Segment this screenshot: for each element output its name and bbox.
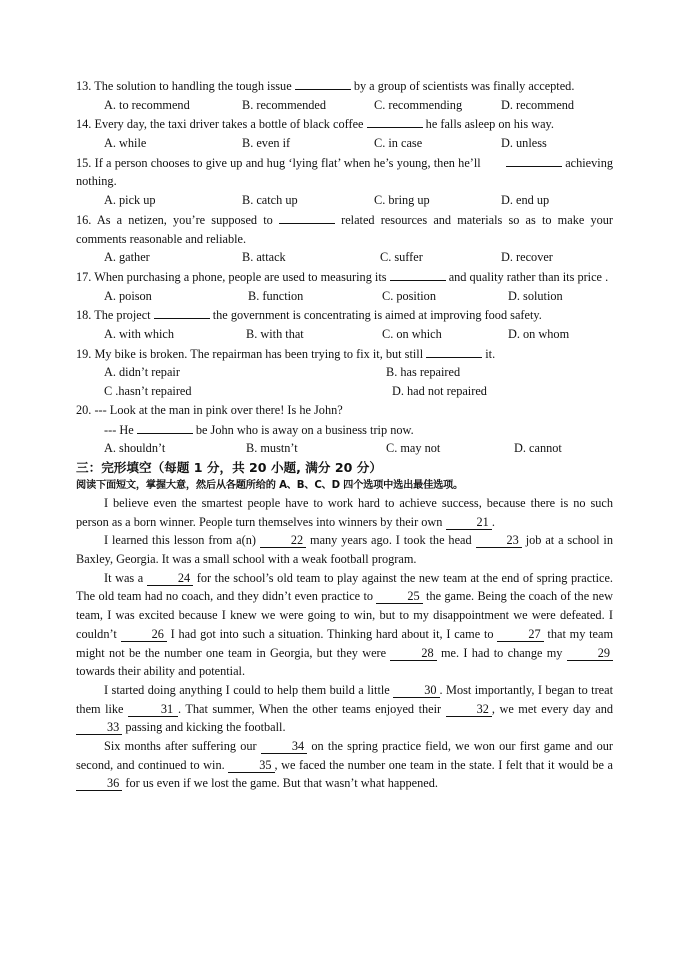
cloze-blank-21[interactable]: 21 — [446, 515, 492, 530]
answer-blank[interactable] — [279, 210, 335, 224]
options-row — [76, 439, 613, 458]
passage-text: that my team might not be the number one team in Georgia, but they were — [76, 626, 614, 660]
option-d[interactable]: D. had not repaired — [392, 384, 487, 399]
question-14 — [76, 114, 613, 134]
option-b[interactable]: B. even if — [242, 136, 291, 151]
exam-page — [76, 76, 613, 793]
options-row — [76, 96, 613, 115]
question-stem: The solution to handling the tough issue — [94, 79, 292, 93]
passage-text: job at a school in Baxley, Georgia. It was a small school with a weak football program. — [76, 533, 613, 567]
option-c[interactable]: C. suffer — [380, 250, 423, 265]
question-stem: My bike is broken. The repairman has been trying to fix it, but still — [94, 346, 424, 361]
question-stem-end: be John who is away on a business trip now. — [195, 422, 414, 437]
passage-text: many years ago. I took the head — [310, 533, 472, 548]
cloze-blank-27[interactable]: 27 — [497, 627, 543, 642]
question-stem: When purchasing a phone, people are used to measuring its — [94, 269, 387, 284]
question-stem-end: related resources and materials so as to make your comments reasonable and reliable. — [76, 212, 613, 246]
option-b[interactable]: B. has repaired — [386, 365, 461, 380]
answer-blank[interactable] — [367, 114, 423, 128]
question-number: 20. — [76, 402, 92, 417]
passage-text: It was a — [104, 570, 144, 585]
option-a[interactable]: A. didn’t repair — [104, 365, 180, 380]
option-a[interactable]: A. gather — [104, 250, 150, 265]
question-number: 17. — [76, 269, 92, 284]
passage-text: I learned this lesson from a(n) — [104, 533, 256, 548]
cloze-blank-23[interactable]: 23 — [476, 533, 522, 548]
question-17 — [76, 267, 613, 287]
question-number: 15. — [76, 155, 92, 170]
question-number: 18. — [76, 308, 92, 323]
option-a[interactable]: A. shouldn’t — [104, 441, 166, 456]
option-c[interactable]: C. bring up — [374, 193, 430, 208]
passage-text: for the school’s old team to play against the new team at the end of spring practice. The old team had no coach, and they didn’t even practice to — [76, 570, 613, 604]
answer-blank[interactable] — [295, 76, 351, 90]
question-stem-end: the government is concentrating is aimed at improving food safety. — [212, 308, 542, 323]
passage-text: . — [491, 514, 495, 529]
passage-text: the game. Being the coach of the new team, I was excited because I knew we were going to win, but to my disappointment we were defeated. I couldn’t — [76, 589, 613, 641]
section-title: 三：完形填空（每题 1 分，共 20 小题, 满分 20 分） — [76, 459, 382, 475]
question-stem: --- Look at the man in pink over there! Is he John? — [94, 402, 343, 417]
question-stem: If a person chooses to give up and hug ‘lying flat’ when he’s young, then he’ll — [94, 155, 481, 170]
answer-blank[interactable] — [154, 305, 210, 319]
cloze-blank-26[interactable]: 26 — [121, 627, 167, 642]
question-stem: Every day, the taxi driver takes a bottle of black coffee — [94, 117, 364, 132]
passage-paragraph-2 — [76, 531, 613, 568]
answer-blank[interactable] — [390, 267, 446, 281]
answer-blank[interactable] — [506, 153, 562, 167]
question-stem: The project — [94, 308, 151, 323]
passage-text: for us even if we lost the game. But that wasn’t what happened. — [125, 776, 438, 791]
cloze-blank-24[interactable]: 24 — [147, 571, 193, 586]
question-number: 13. — [76, 79, 92, 93]
answer-blank[interactable] — [137, 420, 193, 434]
cloze-blank-28[interactable]: 28 — [390, 646, 436, 661]
passage-paragraph-3 — [76, 569, 613, 681]
option-d[interactable]: D. recover — [501, 250, 553, 265]
options-row — [76, 287, 613, 306]
passage-text: passing and kicking the football. — [125, 720, 286, 735]
passage-text: I started doing anything I could to help them build a little — [104, 682, 390, 697]
question-20 — [76, 401, 613, 420]
question-stem-end: it. — [485, 346, 496, 361]
option-d[interactable]: D. cannot — [514, 441, 562, 456]
question-number: 16. — [76, 212, 92, 227]
cloze-blank-33[interactable]: 33 — [76, 720, 122, 735]
passage-text: . Most importantly, I began to treat them like — [76, 682, 614, 716]
question-15 — [76, 153, 613, 191]
passage-text: me. I had to change my — [440, 645, 563, 660]
cloze-blank-25[interactable]: 25 — [376, 589, 422, 604]
cloze-blank-36[interactable]: 36 — [76, 776, 122, 791]
question-number: 19. — [76, 346, 92, 361]
question-stem-end: by a group of scientists was finally accepted. — [353, 79, 575, 93]
question-19 — [76, 344, 613, 364]
option-b[interactable]: B. mustn’t — [246, 441, 298, 456]
option-c[interactable]: C. may not — [386, 441, 441, 456]
passage-text: I believe even the smartest people have to work hard to achieve success, because there is no such person as a born winner. People turn themselves into winners by their own — [76, 495, 613, 529]
passage-paragraph-1 — [76, 494, 613, 531]
question-stem-end: achieving nothing. — [76, 155, 614, 189]
option-c[interactable]: C. on which — [382, 327, 442, 342]
passage-paragraph-4 — [76, 681, 613, 737]
cloze-blank-31[interactable]: 31 — [128, 702, 178, 717]
cloze-blank-22[interactable]: 22 — [260, 533, 306, 548]
cloze-blank-30[interactable]: 30 — [393, 683, 439, 698]
answer-blank[interactable] — [426, 344, 482, 358]
option-b[interactable]: B. with that — [246, 327, 304, 342]
options-row — [76, 325, 613, 344]
passage-text: I had got into such a situation. Thinking hard about it, I came to — [170, 626, 494, 641]
option-c[interactable]: C .hasn’t repaired — [104, 384, 192, 399]
passage-text: Six months after suffering our — [104, 739, 257, 754]
option-b[interactable]: B. catch up — [242, 193, 298, 208]
cloze-blank-35[interactable]: 35 — [228, 758, 274, 773]
passage-text: on the spring practice field, we won our first game and our second, and continued to win. — [76, 739, 613, 772]
question-18 — [76, 305, 613, 325]
option-d[interactable]: D. recommend — [501, 97, 575, 112]
option-d[interactable]: D. on whom — [508, 327, 570, 342]
cloze-blank-34[interactable]: 34 — [261, 739, 307, 754]
options-row — [76, 248, 613, 267]
cloze-blank-32[interactable]: 32 — [446, 702, 492, 717]
option-c[interactable]: C. in case — [374, 136, 423, 151]
options-row — [76, 191, 613, 210]
passage-text: , we faced the number one team in the state. I felt that it would be a — [274, 757, 613, 772]
option-d[interactable]: D. end up — [501, 193, 550, 208]
option-d[interactable]: D. solution — [508, 288, 563, 303]
passage-text: , we met every day and — [491, 701, 614, 716]
question-13 — [76, 76, 613, 96]
question-stem-end: and quality rather than its price . — [448, 269, 609, 284]
passage-text: . That summer, When the other teams enjoyed their — [178, 701, 442, 716]
option-a[interactable]: A. poison — [104, 288, 152, 303]
option-c[interactable]: C. position — [382, 288, 436, 303]
option-c[interactable]: C. recommending — [374, 97, 463, 112]
options-row — [76, 363, 613, 382]
question-stem-end: he falls asleep on his way. — [425, 117, 554, 132]
question-16 — [76, 210, 613, 248]
option-a[interactable]: A. to recommend — [104, 97, 190, 112]
options-row — [76, 382, 613, 401]
option-a[interactable]: A. pick up — [104, 193, 156, 208]
option-a[interactable]: A. with which — [104, 327, 175, 342]
question-stem: As a netizen, you’re supposed to — [96, 212, 273, 227]
passage-paragraph-5 — [76, 737, 613, 793]
option-a[interactable]: A. while — [104, 136, 147, 151]
passage-text: towards their ability and potential. — [76, 664, 246, 679]
option-b[interactable]: B. recommended — [242, 97, 327, 112]
question-number: 14. — [76, 117, 92, 132]
section-instructions: 阅读下面短文，掌握大意，然后从各题所给的 A、B、C、D 四个选项中选出最佳选项。 — [76, 479, 464, 491]
option-b[interactable]: B. attack — [242, 250, 286, 265]
options-row — [76, 134, 613, 153]
option-b[interactable]: B. function — [248, 288, 304, 303]
cloze-blank-29[interactable]: 29 — [567, 646, 613, 661]
option-d[interactable]: D. unless — [501, 136, 547, 151]
question-stem: --- He — [104, 422, 134, 437]
question-20-line2 — [76, 420, 613, 440]
